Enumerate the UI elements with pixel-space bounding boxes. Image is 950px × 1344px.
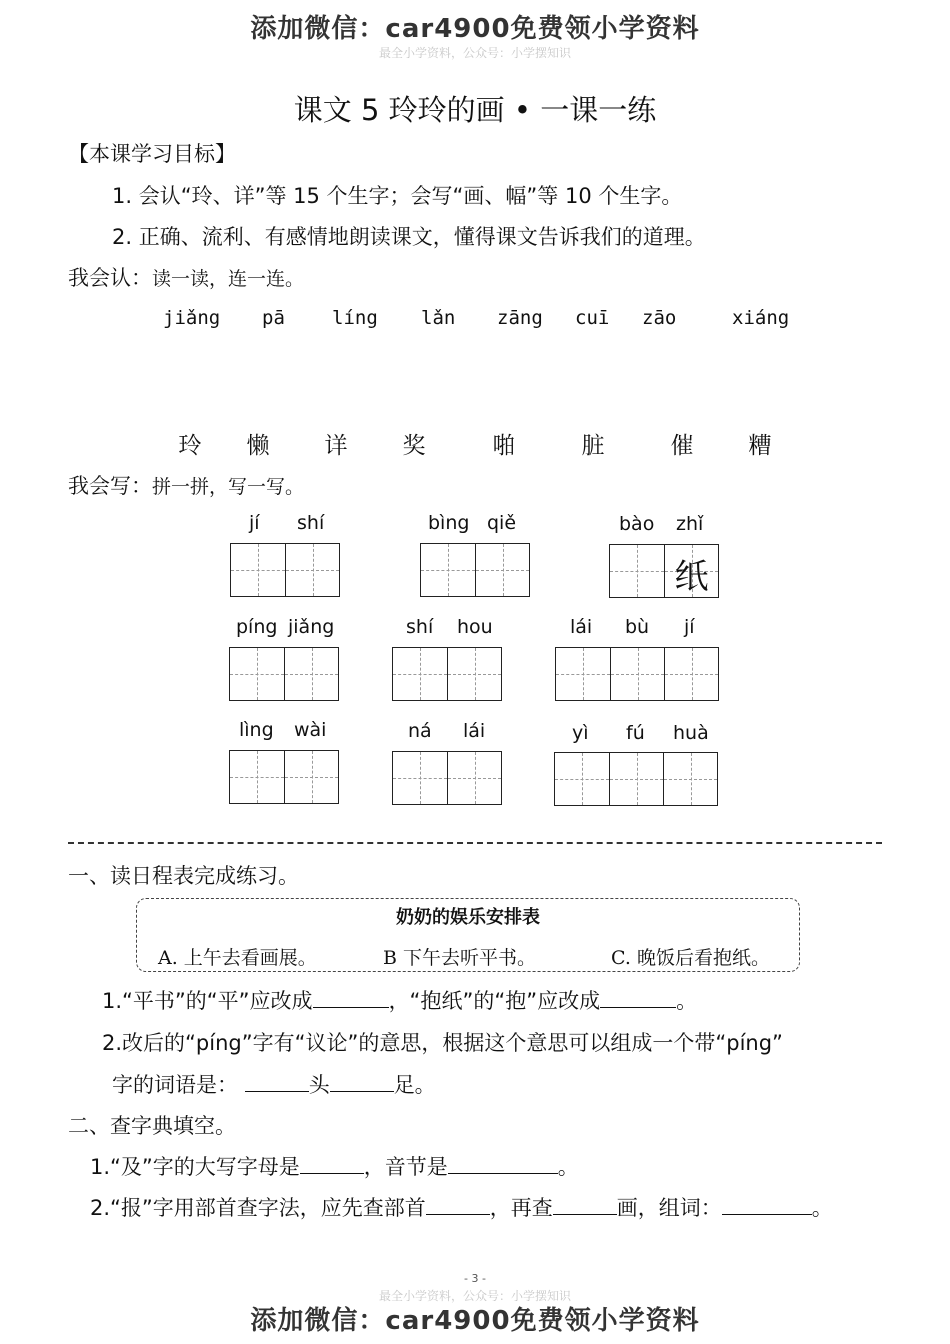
character-5[interactable]: 啪 xyxy=(492,433,516,459)
writing-cell[interactable] xyxy=(610,648,664,700)
writing-cell[interactable] xyxy=(556,648,610,700)
pinyin-8[interactable]: xiáng xyxy=(732,307,790,329)
recognize-heading xyxy=(68,262,304,292)
writing-cell[interactable] xyxy=(284,751,338,803)
write-pinyin: shí xyxy=(297,512,325,534)
character-3[interactable]: 详 xyxy=(324,433,348,459)
write-pinyin: wài xyxy=(294,719,327,741)
writing-cell[interactable] xyxy=(555,753,609,805)
faded-footer-text: 最全小学资料，公众号：小学摆知识 xyxy=(378,1289,571,1303)
answer-blank[interactable] xyxy=(553,1196,617,1215)
pinyin-4[interactable]: lǎn xyxy=(421,307,456,329)
answer-blank[interactable] xyxy=(448,1155,558,1174)
write-pinyin: shí xyxy=(406,616,434,638)
write-pinyin: bìng xyxy=(428,512,470,534)
write-heading xyxy=(68,470,304,500)
writing-grid-ji-shi[interactable] xyxy=(230,543,340,597)
writing-grid-ling-wai[interactable] xyxy=(229,750,339,804)
writing-cell[interactable] xyxy=(230,648,284,700)
write-pinyin: jí xyxy=(684,616,695,638)
pinyin-6[interactable]: cuī xyxy=(575,307,610,329)
answer-blank[interactable] xyxy=(313,989,389,1008)
pinyin-5[interactable]: zāng xyxy=(497,307,543,329)
write-pinyin: jiǎng xyxy=(288,616,335,638)
faded-header-text: 最全小学资料，公众号：小学摆知识 xyxy=(378,46,571,60)
writing-cell[interactable] xyxy=(447,752,501,804)
section1-heading: 一、读日程表完成练习。 xyxy=(68,864,299,888)
write-pinyin: hou xyxy=(457,616,493,638)
schedule-title: 奶奶的娱乐安排表 xyxy=(396,907,540,928)
write-pinyin: huà xyxy=(673,722,709,744)
writing-cell[interactable] xyxy=(664,648,718,700)
pinyin-2[interactable]: pā xyxy=(262,307,285,329)
writing-grid-na-lai[interactable] xyxy=(392,751,502,805)
goal-item-1: 1. 会认“玲、详”等 15 个生字；会写“画、幅”等 10 个生字。 xyxy=(112,184,683,208)
section2-question-1: 1.“及”字的大写字母是 ，音节是 。 xyxy=(90,1155,579,1179)
write-pinyin: fú xyxy=(626,722,645,744)
writing-cell[interactable] xyxy=(231,544,285,596)
writing-cell[interactable] xyxy=(421,544,475,596)
character-4[interactable]: 奖 xyxy=(402,433,426,459)
section2-heading: 二、查字典填空。 xyxy=(68,1114,236,1138)
character-1[interactable]: 玲 xyxy=(178,433,202,459)
recognize-instruction: 读一读，连一连。 xyxy=(152,268,305,290)
writing-cell[interactable] xyxy=(285,544,339,596)
answer-blank[interactable] xyxy=(245,1073,309,1092)
write-pinyin: lái xyxy=(463,720,486,742)
answer-blank[interactable] xyxy=(600,989,676,1008)
writing-grid-yi-fu-hua[interactable] xyxy=(554,752,718,806)
writing-grid-bing-qie[interactable] xyxy=(420,543,530,597)
writing-cell[interactable] xyxy=(475,544,529,596)
writing-cell[interactable] xyxy=(393,752,447,804)
answer-blank[interactable] xyxy=(300,1155,364,1174)
goals-heading: 【本课学习目标】 xyxy=(68,142,236,166)
schedule-item-c: C. 晚饭后看抱纸。 xyxy=(611,947,770,969)
write-pinyin: zhǐ xyxy=(676,513,704,535)
write-pinyin: lìng xyxy=(239,719,274,741)
section2-question-2: 2.“报”字用部首查字法，应先查部首 ，再查 画，组词： 。 xyxy=(90,1196,833,1220)
character-7[interactable]: 催 xyxy=(670,433,694,459)
recognize-label: 我会认： xyxy=(68,266,152,290)
page-title: 课文 5 玲玲的画 • 一课一练 xyxy=(293,93,657,127)
writing-grid-bao-zhi[interactable] xyxy=(609,544,719,598)
schedule-item-b: B 下午去听平书。 xyxy=(383,947,537,969)
write-pinyin: bù xyxy=(625,616,650,638)
writing-cell[interactable] xyxy=(447,648,501,700)
writing-grid-lai-bu-ji[interactable] xyxy=(555,647,719,701)
section1-question-2-line1: 2.改后的“píng”字有“议论”的意思，根据这个意思可以组成一个带“píng” xyxy=(102,1031,783,1055)
writing-grid-ping-jiang[interactable] xyxy=(229,647,339,701)
goal-item-2: 2. 正确、流利、有感情地朗读课文，懂得课文告诉我们的道理。 xyxy=(112,225,706,249)
watermark-top: 添加微信：car4900免费领小学资料 xyxy=(250,14,700,44)
write-pinyin: jí xyxy=(249,512,260,534)
writing-cell[interactable] xyxy=(609,753,663,805)
writing-cell[interactable] xyxy=(393,648,447,700)
write-pinyin: ná xyxy=(408,720,432,742)
section1-question-1: 1.“平书”的“平”应改成 ，“抱纸”的“抱”应改成 。 xyxy=(102,989,698,1013)
section1-question-2-line2: 字的词语是： 头 足。 xyxy=(112,1073,436,1097)
writing-cell[interactable] xyxy=(610,545,664,597)
writing-cell[interactable] xyxy=(663,753,717,805)
pinyin-3[interactable]: líng xyxy=(332,307,378,329)
page-number: - 3 - xyxy=(464,1272,486,1285)
write-pinyin: bào xyxy=(619,513,655,535)
write-pinyin: lái xyxy=(570,616,593,638)
character-2[interactable]: 懒 xyxy=(246,433,270,459)
writing-grid-shi-hou[interactable] xyxy=(392,647,502,701)
write-pinyin: píng xyxy=(236,616,278,638)
answer-blank[interactable] xyxy=(722,1196,812,1215)
write-pinyin: yì xyxy=(572,722,589,744)
schedule-item-a: A. 上午去看画展。 xyxy=(158,947,317,969)
section-divider xyxy=(68,842,882,844)
character-6[interactable]: 脏 xyxy=(581,433,605,459)
writing-cell-filled: 纸 xyxy=(664,545,718,597)
answer-blank[interactable] xyxy=(426,1196,490,1215)
write-instruction: 拼一拼，写一写。 xyxy=(152,476,305,498)
write-label: 我会写： xyxy=(68,474,152,498)
watermark-bottom: 添加微信：car4900免费领小学资料 xyxy=(250,1306,700,1336)
pinyin-7[interactable]: zāo xyxy=(642,307,677,329)
write-pinyin: qiě xyxy=(487,512,517,534)
character-8[interactable]: 糟 xyxy=(748,433,772,459)
answer-blank[interactable] xyxy=(330,1073,394,1092)
writing-cell[interactable] xyxy=(230,751,284,803)
writing-cell[interactable] xyxy=(284,648,338,700)
pinyin-1[interactable]: jiǎng xyxy=(163,307,221,329)
